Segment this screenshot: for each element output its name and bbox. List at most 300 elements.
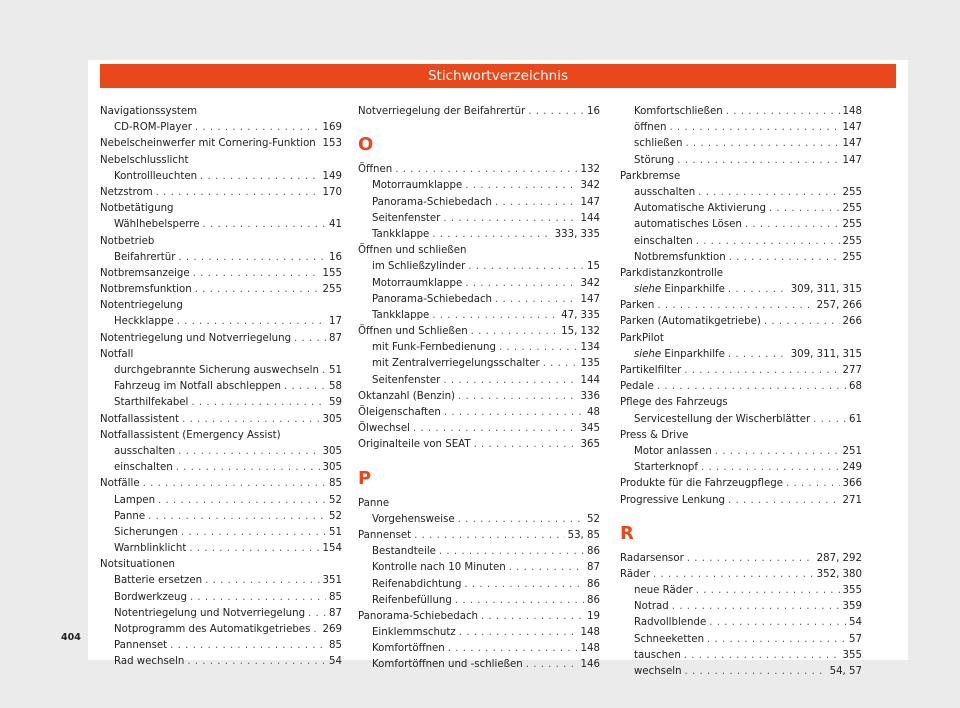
entry-page: 68 xyxy=(849,381,862,393)
index-entry xyxy=(620,632,862,648)
index-entry xyxy=(620,363,862,379)
entry-page: 144 xyxy=(580,374,600,386)
entry-term: Seitenfenster xyxy=(372,212,441,224)
entry-page: 266 xyxy=(842,316,862,328)
entry-page: 134 xyxy=(580,342,600,354)
entry-page: 41 xyxy=(329,219,342,231)
entry-term: Reifenbefüllung xyxy=(372,594,452,606)
entry-term: Produkte für die Fahrzeugpflege xyxy=(620,478,783,490)
index-entry xyxy=(358,308,600,324)
entry-page: 59 xyxy=(329,397,342,409)
dot-leader xyxy=(464,577,584,593)
dot-leader xyxy=(509,560,584,576)
entry-term: Notentriegelung und Notverriegelung xyxy=(100,332,292,344)
dot-leader xyxy=(190,590,326,606)
index-entry xyxy=(620,599,862,615)
dot-leader xyxy=(653,567,814,583)
index-entry xyxy=(620,153,862,169)
dot-leader xyxy=(481,609,584,625)
index-entry xyxy=(620,298,862,314)
dot-leader xyxy=(698,185,839,201)
dot-leader xyxy=(764,314,840,330)
entry-term: Radarsensor xyxy=(620,552,684,564)
index-entry xyxy=(620,250,862,266)
entry-page: 17 xyxy=(329,316,342,328)
dot-leader xyxy=(200,169,320,185)
entry-term: Notfallassistent xyxy=(100,413,180,425)
entry-page: 47, 335 xyxy=(561,309,600,321)
entry-page: 355 xyxy=(842,585,862,597)
dot-leader xyxy=(313,622,319,638)
index-entry xyxy=(358,292,600,308)
entry-term: Batterie ersetzen xyxy=(114,575,203,587)
entry-term: Notfälle xyxy=(100,478,140,490)
index-entry xyxy=(358,625,600,641)
dot-leader xyxy=(413,421,578,437)
entry-term: Komfortschließen xyxy=(634,106,723,117)
dot-leader xyxy=(178,250,326,266)
entry-term: Pannenset xyxy=(114,640,168,652)
entry-term: neue Räder xyxy=(634,585,693,597)
index-entry xyxy=(620,314,862,330)
entry-page: 147 xyxy=(842,122,862,134)
entry-page: 255 xyxy=(842,219,862,231)
index-entry xyxy=(100,638,342,654)
index-page xyxy=(61,60,908,677)
entry-page: 87 xyxy=(587,562,600,574)
dot-leader xyxy=(685,136,839,152)
index-heading: Parkbremse xyxy=(620,170,681,182)
entry-term: Pedale xyxy=(620,381,654,393)
entry-term: Vorgehensweise xyxy=(372,513,455,525)
index-entry xyxy=(620,282,862,298)
entry-term: Notentriegelung und Notverriegelung xyxy=(114,607,306,619)
dot-leader xyxy=(195,120,320,136)
entry-term: wechseln xyxy=(634,666,682,677)
entry-page: 57 xyxy=(849,633,862,645)
entry-term: Oktanzahl (Benzin) xyxy=(358,390,456,402)
index-entry xyxy=(100,606,342,622)
index-heading: Notfall xyxy=(100,348,134,360)
entry-page: 147 xyxy=(842,138,862,150)
dot-leader xyxy=(319,136,320,152)
entry-term: einschalten xyxy=(114,462,173,474)
index-entry xyxy=(358,560,600,576)
entry-page: 16 xyxy=(587,106,600,117)
index-column-2 xyxy=(358,104,600,674)
dot-leader xyxy=(657,379,846,395)
index-heading: Press & Drive xyxy=(620,429,689,441)
entry-page: 135 xyxy=(580,358,600,370)
index-entry xyxy=(620,648,862,664)
index-entry xyxy=(358,437,600,453)
index-entry xyxy=(100,169,342,185)
dot-leader xyxy=(709,615,846,631)
entry-page: 305 xyxy=(322,445,342,457)
entry-page: 85 xyxy=(329,640,342,652)
entry-term: durchgebrannte Sicherung auswechseln xyxy=(114,365,319,376)
index-entry xyxy=(620,201,862,217)
entry-page: 170 xyxy=(322,186,342,198)
entry-term: Notbremsfunktion xyxy=(100,284,192,296)
entry-page: 54 xyxy=(849,617,862,629)
index-heading: Notfallassistent (Emergency Assist) xyxy=(100,429,281,441)
dot-leader xyxy=(684,363,839,379)
dot-leader xyxy=(458,512,584,528)
entry-term: CD-ROM-Player xyxy=(114,122,192,134)
dot-leader xyxy=(143,476,326,492)
index-entry xyxy=(358,211,600,227)
dot-leader xyxy=(465,178,577,194)
index-heading: Nebelschlusslicht xyxy=(100,154,189,166)
entry-page: 147 xyxy=(842,154,862,166)
dot-leader xyxy=(187,654,326,670)
dot-leader xyxy=(148,509,326,525)
entry-page: 333, 335 xyxy=(554,228,600,240)
dot-leader xyxy=(474,437,578,453)
dot-leader xyxy=(769,201,840,217)
dot-leader xyxy=(669,120,839,136)
dot-leader xyxy=(443,211,577,227)
entry-page: 51 xyxy=(329,365,342,376)
index-heading: Notsituationen xyxy=(100,559,175,571)
entry-term: im Schließzylinder xyxy=(372,261,466,273)
entry-page: 352, 380 xyxy=(816,568,862,580)
entry-term: Panorama-Schiebedach xyxy=(372,293,493,305)
index-entry xyxy=(100,314,342,330)
entry-term: Parken xyxy=(620,300,655,312)
dot-leader xyxy=(205,573,319,589)
entry-term: Automatische Aktivierung xyxy=(634,203,766,215)
index-entry xyxy=(620,460,862,476)
index-entry xyxy=(100,493,342,509)
entry-term: ausschalten xyxy=(634,186,696,198)
index-entry xyxy=(100,395,342,411)
index-entry xyxy=(100,363,342,379)
dot-leader xyxy=(432,308,558,324)
dot-leader xyxy=(195,282,320,298)
index-entry xyxy=(358,259,600,275)
dot-leader xyxy=(696,234,840,250)
dot-leader xyxy=(528,104,584,120)
entry-term: mit Zentralverriegelungsschalter xyxy=(372,358,540,370)
entry-page: 58 xyxy=(329,381,342,393)
dot-leader xyxy=(177,314,326,330)
index-entry xyxy=(100,379,342,395)
index-entry xyxy=(100,509,342,525)
entry-page: 87 xyxy=(329,332,342,344)
entry-term: Motor anlassen xyxy=(634,445,712,457)
dot-leader xyxy=(685,664,827,680)
entry-page: 85 xyxy=(329,478,342,490)
entry-page: 16 xyxy=(329,251,342,263)
section-letter: P xyxy=(358,467,372,489)
dot-leader xyxy=(728,282,788,298)
entry-page: 148 xyxy=(580,627,600,639)
entry-page: 87 xyxy=(329,607,342,619)
dot-leader xyxy=(448,641,578,657)
dot-leader xyxy=(459,625,578,641)
dot-leader xyxy=(687,551,814,567)
index-entry xyxy=(100,282,342,298)
index-entry xyxy=(620,615,862,631)
index-heading: Öffnen und schließen xyxy=(358,245,467,257)
dot-leader xyxy=(170,638,326,654)
index-entry xyxy=(100,185,342,201)
entry-page: 287, 292 xyxy=(816,552,862,564)
entry-page: 132 xyxy=(580,164,600,176)
entry-page: 342 xyxy=(580,180,600,192)
index-entry xyxy=(620,551,862,567)
entry-term: Tankklappe xyxy=(372,309,430,321)
dot-leader xyxy=(657,298,813,314)
entry-term: Notbremsanzeige xyxy=(100,267,190,279)
index-entry xyxy=(358,405,600,421)
dot-leader xyxy=(543,356,578,372)
entry-page: 19 xyxy=(587,610,600,622)
entry-page: 271 xyxy=(842,494,862,506)
entry-page: 144 xyxy=(580,212,600,224)
entry-page: 15 xyxy=(587,261,600,273)
index-entry xyxy=(358,276,600,292)
entry-page: 249 xyxy=(842,462,862,474)
entry-term: Öffnen xyxy=(358,164,393,176)
entry-term: Ölwechsel xyxy=(358,423,410,435)
entry-term: Schneeketten xyxy=(634,633,705,645)
index-heading: Notbetätigung xyxy=(100,203,174,215)
index-entry xyxy=(620,347,862,363)
entry-term: Starterknopf xyxy=(634,462,698,474)
entry-term xyxy=(634,282,725,298)
entry-term: ausschalten xyxy=(114,445,176,457)
entry-page: 366 xyxy=(842,478,862,490)
entry-page: 336 xyxy=(580,390,600,402)
entry-page: 255 xyxy=(842,186,862,198)
entry-page: 305 xyxy=(322,462,342,474)
section-banner: Stichwortverzeichnis xyxy=(100,64,896,88)
section-letter: R xyxy=(620,522,634,544)
index-heading: Notentriegelung xyxy=(100,300,183,312)
entry-page: 257, 266 xyxy=(816,300,862,312)
entry-term: Komfortöffnen xyxy=(372,643,445,655)
entry-page: 277 xyxy=(842,365,862,376)
entry-term: Reifenabdichtung xyxy=(372,578,462,590)
index-entry xyxy=(100,622,342,638)
entry-term: Servicestellung der Wischerblätter xyxy=(634,413,811,425)
dot-leader xyxy=(684,648,840,664)
entry-page: 54 xyxy=(329,656,342,668)
index-entry xyxy=(358,324,600,340)
entry-term: Bestandteile xyxy=(372,546,436,558)
entry-term: einschalten xyxy=(634,235,693,247)
dot-leader xyxy=(176,460,320,476)
entry-term: Partikelfilter xyxy=(620,365,682,376)
entry-page: 52 xyxy=(329,510,342,522)
entry-term: Seitenfenster xyxy=(372,374,441,386)
index-entry xyxy=(620,185,862,201)
entry-term: Radvollblende xyxy=(634,617,707,629)
index-column-1 xyxy=(100,104,342,671)
index-entry xyxy=(620,444,862,460)
entry-term: Warnblinklicht xyxy=(114,543,187,555)
entry-term: Lampen xyxy=(114,494,156,506)
dot-leader xyxy=(696,583,840,599)
entry-term: Notverriegelung der Beifahrertür xyxy=(358,106,526,117)
index-entry xyxy=(358,104,600,120)
section-letter: O xyxy=(358,134,374,156)
entry-term: Sicherungen xyxy=(114,526,178,538)
dot-leader xyxy=(181,525,326,541)
dot-leader xyxy=(728,347,788,363)
dot-leader xyxy=(728,493,840,509)
dot-leader xyxy=(395,162,577,178)
entry-page: 154 xyxy=(322,543,342,555)
entry-page: 305 xyxy=(322,413,342,425)
index-entry xyxy=(358,421,600,437)
dot-leader xyxy=(707,632,846,648)
dot-leader xyxy=(468,259,584,275)
entry-page: 309, 311, 315 xyxy=(790,284,862,296)
entry-page: 255 xyxy=(322,284,342,296)
entry-page: 155 xyxy=(322,267,342,279)
index-entry xyxy=(100,476,342,492)
entry-page: 345 xyxy=(580,423,600,435)
index-heading: Navigationssystem xyxy=(100,106,198,117)
index-entry xyxy=(620,664,862,680)
index-heading: ParkPilot xyxy=(620,332,664,344)
index-entry xyxy=(100,460,342,476)
entry-term: Öleigenschaften xyxy=(358,407,441,418)
dot-leader xyxy=(677,153,839,169)
entry-term: Progressive Lenkung xyxy=(620,494,726,506)
index-entry xyxy=(620,217,862,233)
entry-page: 255 xyxy=(842,251,862,263)
page-number: 404 xyxy=(61,632,81,643)
index-entry xyxy=(620,476,862,492)
entry-term: Kontrollleuchten xyxy=(114,170,198,182)
entry-page: 351 xyxy=(322,575,342,587)
entry-term: Parken (Automatikgetriebe) xyxy=(620,316,761,328)
index-entry xyxy=(100,525,342,541)
index-entry xyxy=(100,136,342,152)
entry-term: schließen xyxy=(634,138,683,150)
entry-term: Einklemmschutz xyxy=(372,627,456,639)
entry-page: 359 xyxy=(842,601,862,613)
dot-leader xyxy=(308,606,326,622)
index-entry xyxy=(358,227,600,243)
index-entry xyxy=(100,266,342,282)
index-entry xyxy=(100,654,342,670)
dot-leader xyxy=(191,395,326,411)
dot-leader xyxy=(322,363,326,379)
index-entry xyxy=(358,593,600,609)
index-entry xyxy=(100,331,342,347)
entry-term: Netzstrom xyxy=(100,186,153,198)
entry-term: Öffnen und Schließen xyxy=(358,326,468,338)
index-entry xyxy=(620,583,862,599)
entry-term: Motorraumklappe xyxy=(372,277,463,289)
dot-leader xyxy=(444,405,584,421)
entry-term: Notbremsfunktion xyxy=(634,251,726,263)
entry-page: 169 xyxy=(322,122,342,134)
entry-term: Panne xyxy=(114,510,146,522)
entry-page: 149 xyxy=(322,170,342,182)
entry-page: 148 xyxy=(842,106,862,117)
entry-term: Kontrolle nach 10 Minuten xyxy=(372,562,506,574)
entry-term: Notprogramm des Automatikgetriebes xyxy=(114,624,311,635)
dot-leader xyxy=(786,476,840,492)
entry-term: mit Funk-Fernbedienung xyxy=(372,342,496,354)
entry-page: 255 xyxy=(842,235,862,247)
entry-term: Komfortöffnen und -schließen xyxy=(372,659,523,671)
index-entry xyxy=(100,590,342,606)
entry-page: 52 xyxy=(329,494,342,506)
dot-leader xyxy=(495,195,578,211)
index-entry xyxy=(358,356,600,372)
index-heading: Notbetrieb xyxy=(100,235,155,247)
index-entry xyxy=(358,340,600,356)
dot-leader xyxy=(178,444,319,460)
dot-leader xyxy=(499,340,578,356)
index-entry xyxy=(358,544,600,560)
index-entry xyxy=(620,379,862,395)
entry-page: 86 xyxy=(587,578,600,590)
entry-page: 48 xyxy=(587,407,600,418)
index-entry xyxy=(100,217,342,233)
entry-page: 255 xyxy=(842,203,862,215)
entry-page: 153 xyxy=(322,138,342,150)
dot-leader xyxy=(672,599,840,615)
entry-page: 53, 85 xyxy=(567,529,600,541)
index-entry xyxy=(620,412,862,428)
dot-leader xyxy=(726,104,840,120)
index-entry xyxy=(100,250,342,266)
entry-page: 52 xyxy=(587,513,600,525)
dot-leader xyxy=(495,292,578,308)
dot-leader xyxy=(182,412,319,428)
entry-page: 309, 311, 315 xyxy=(790,348,862,360)
dot-leader xyxy=(745,217,840,233)
entry-term: Tankklappe xyxy=(372,228,430,240)
entry-page: 54, 57 xyxy=(829,666,862,677)
dot-leader xyxy=(813,412,846,428)
entry-page: 147 xyxy=(580,196,600,208)
entry-page: 146 xyxy=(580,659,600,671)
entry-page: 86 xyxy=(587,594,600,606)
entry-term: Pannenset xyxy=(358,529,412,541)
entry-term: Störung xyxy=(634,154,675,166)
dot-leader xyxy=(526,657,578,673)
index-entry xyxy=(620,234,862,250)
index-entry xyxy=(100,412,342,428)
entry-page: 342 xyxy=(580,277,600,289)
index-entry xyxy=(100,541,342,557)
index-entry xyxy=(358,389,600,405)
index-heading: Parkdistanzkontrolle xyxy=(620,267,724,279)
dot-leader xyxy=(729,250,840,266)
entry-page: 85 xyxy=(329,591,342,603)
index-entry xyxy=(358,178,600,194)
entry-page: 269 xyxy=(322,624,342,635)
entry-page: 148 xyxy=(580,643,600,655)
dot-leader xyxy=(189,541,319,557)
dot-leader xyxy=(414,528,564,544)
entry-term: Motorraumklappe xyxy=(372,180,463,192)
index-entry xyxy=(620,136,862,152)
entry-term-text: Einparkhilfe xyxy=(664,284,725,296)
dot-leader xyxy=(156,185,320,201)
index-column-3 xyxy=(620,104,862,680)
